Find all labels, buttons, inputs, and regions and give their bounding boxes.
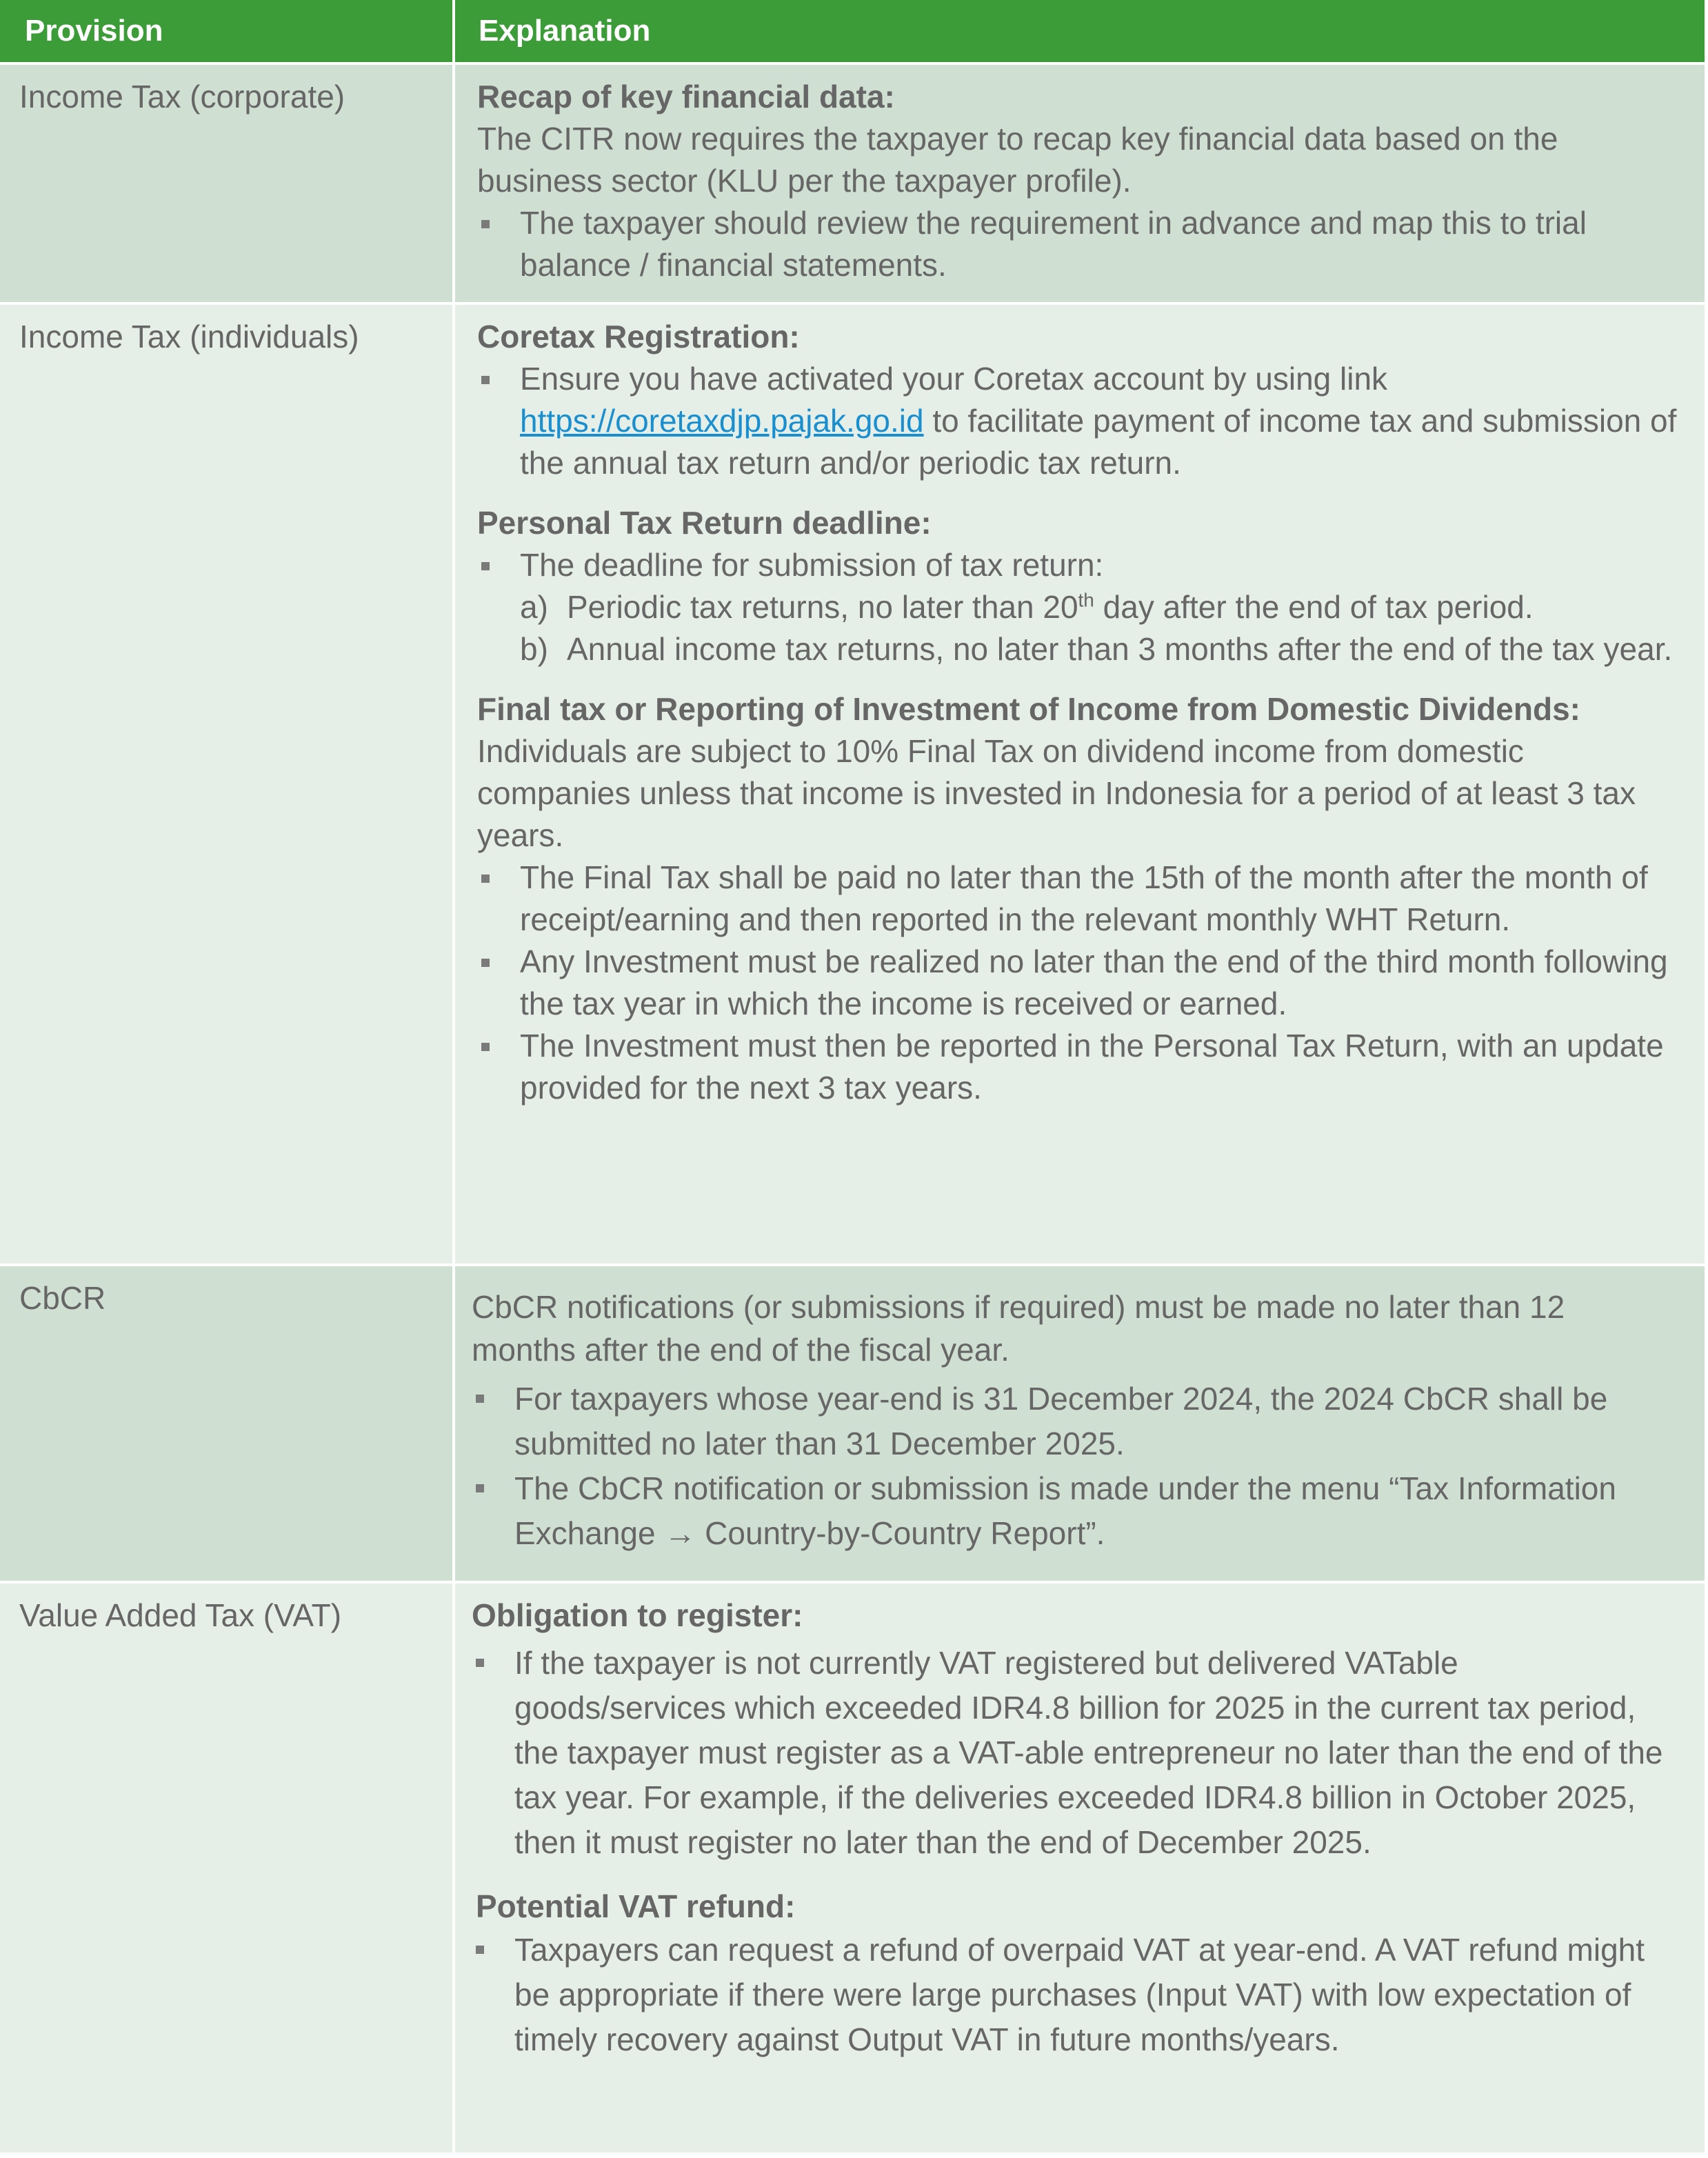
header-provision: Provision — [0, 0, 452, 62]
final-tax-bullet-3: The Investment must then be reported in the Personal Tax Return, with an update provided for the next 3 tax years. — [477, 1025, 1677, 1109]
provision-vat: Value Added Tax (VAT) — [0, 1583, 452, 2152]
cbcr-bullet-1: For taxpayers whose year-end is 31 December 2024, the 2024 CbCR shall be submitted no later than 31 December 2025. — [472, 1377, 1677, 1466]
final-tax-paragraph: Individuals are subject to 10% Final Tax on dividend income from domestic companies unless that income is invested in Indonesia for a period of at least 3 tax years. — [477, 733, 1636, 853]
header-explanation: Explanation — [455, 0, 1705, 62]
final-tax-heading: Final tax or Reporting of Investment of Income from Domestic Dividends: — [477, 691, 1580, 727]
recap-heading: Recap of key financial data: — [477, 79, 895, 114]
deadline-heading: Personal Tax Return deadline: — [477, 505, 932, 541]
provision-income-tax-corporate: Income Tax (corporate) — [0, 65, 452, 302]
deadline-sub-a: a) Periodic tax returns, no later than 20th day after the end of tax period. — [520, 589, 1534, 625]
vat-register-heading: Obligation to register: — [472, 1597, 803, 1633]
provision-income-tax-individuals: Income Tax (individuals) — [0, 305, 452, 1263]
final-tax-bullet-1: The Final Tax shall be paid no later than the 15th of the month after the month of receipt/earning and then reported in the relevant monthly WHT Return. — [477, 857, 1677, 941]
explanation-cbcr — [455, 1266, 1705, 1581]
coretax-registration-bullet: Ensure you have activated your Coretax account by using link https://coretaxdjp.pajak.go.id to facilitate payment of income tax and submission of the annual tax return and/or periodic tax return. — [477, 358, 1677, 484]
coretax-registration-heading: Coretax Registration: — [477, 319, 800, 354]
final-tax-bullet-2: Any Investment must be realized no later than the end of the third month following the tax year in which the income is received or earned. — [477, 941, 1677, 1025]
recap-paragraph: The CITR now requires the taxpayer to recap key financial data based on the business sector (KLU per the taxpayer profile). — [477, 121, 1558, 199]
provision-cbcr: CbCR — [0, 1266, 452, 1581]
deadline-sub-b: b) Annual income tax returns, no later than 3 months after the end of the tax year. — [520, 631, 1673, 667]
deadline-bullet: The deadline for submission of tax return: — [477, 544, 1677, 586]
cbcr-bullet-2: The CbCR notification or submission is made under the menu “Tax Information Exchange → Country-by-Country Report”. — [472, 1466, 1677, 1556]
cbcr-paragraph: CbCR notifications (or submissions if required) must be made no later than 12 months after the end of the fiscal year. — [472, 1289, 1565, 1368]
vat-register-bullet: If the taxpayer is not currently VAT registered but delivered VATable goods/services which exceeded IDR4.8 billion for 2025 in the current tax period, the taxpayer must register as a VAT-able entrepreneur no later than the end of the tax year. For example, if the deliveries exceeded IDR4.8 billion in October 2025, then it must register no later than the end of December 2025. — [472, 1641, 1677, 1865]
coretax-link[interactable]: https://coretaxdjp.pajak.go.id — [520, 403, 924, 439]
explanation-vat — [455, 1583, 1705, 2152]
recap-bullet: The taxpayer should review the requirement in advance and map this to trial balance / financial statements. — [477, 202, 1677, 286]
explanation-income-tax-corporate — [455, 65, 1705, 302]
vat-refund-bullet: Taxpayers can request a refund of overpaid VAT at year-end. A VAT refund might be appropriate if there were large purchases (Input VAT) with low expectation of timely recovery against Output VAT in future months/years. — [472, 1928, 1677, 2062]
explanation-income-tax-individuals — [455, 305, 1705, 1263]
vat-refund-heading: Potential VAT refund: — [476, 1888, 796, 1924]
